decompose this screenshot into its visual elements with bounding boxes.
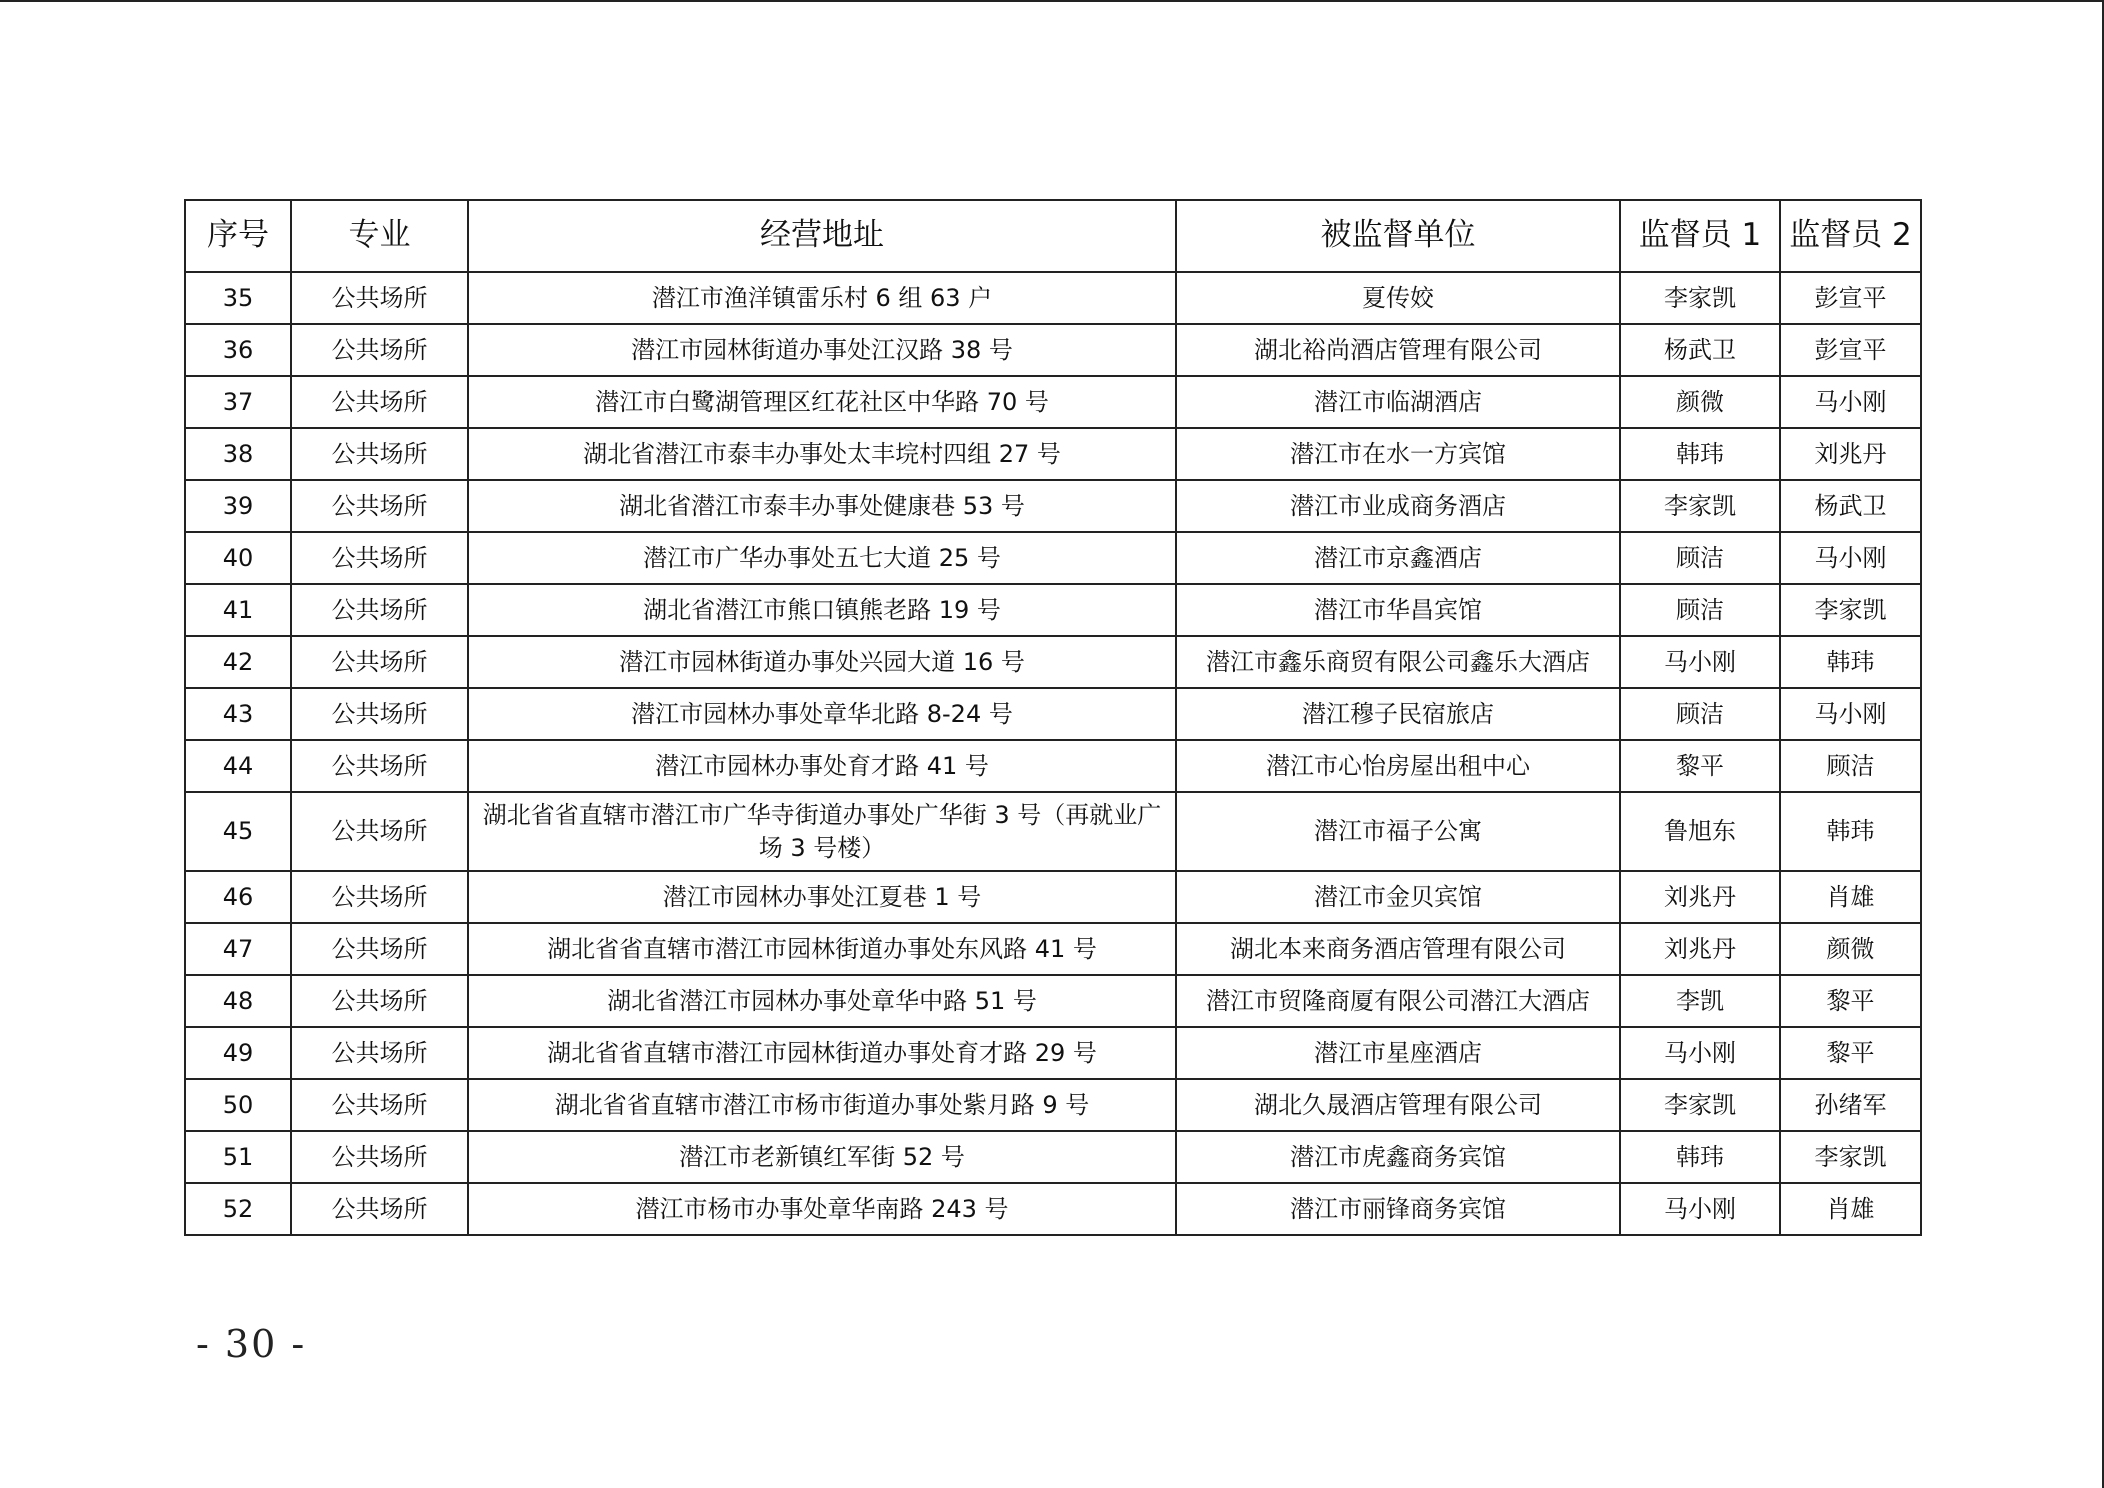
- cell-no: 40: [185, 532, 291, 584]
- cell-unit: 潜江市金贝宾馆: [1176, 871, 1620, 923]
- table-body: [185, 272, 1921, 1235]
- cell-category: 公共场所: [291, 636, 468, 688]
- cell-supervisor-1: 顾洁: [1620, 584, 1780, 636]
- cell-category: 公共场所: [291, 1079, 468, 1131]
- table-row: [185, 792, 1921, 871]
- cell-address: 湖北省潜江市熊口镇熊老路 19 号: [468, 584, 1176, 636]
- top-border-line: [0, 0, 2104, 2]
- cell-supervisor-1: 杨武卫: [1620, 324, 1780, 376]
- cell-supervisor-1: 马小刚: [1620, 1027, 1780, 1079]
- cell-no: 38: [185, 428, 291, 480]
- cell-supervisor-2: 杨武卫: [1780, 480, 1921, 532]
- cell-unit: 潜江市星座酒店: [1176, 1027, 1620, 1079]
- cell-supervisor-1: 李凯: [1620, 975, 1780, 1027]
- cell-no: 44: [185, 740, 291, 792]
- cell-supervisor-2: 彭宣平: [1780, 324, 1921, 376]
- cell-unit: 潜江市心怡房屋出租中心: [1176, 740, 1620, 792]
- table-row: [185, 1183, 1921, 1235]
- cell-no: 51: [185, 1131, 291, 1183]
- header-no: 序号: [185, 200, 291, 272]
- cell-no: 52: [185, 1183, 291, 1235]
- cell-category: 公共场所: [291, 480, 468, 532]
- table-row: [185, 376, 1921, 428]
- cell-no: 36: [185, 324, 291, 376]
- cell-category: 公共场所: [291, 272, 468, 324]
- cell-supervisor-1: 李家凯: [1620, 272, 1780, 324]
- header-category: 专业: [291, 200, 468, 272]
- cell-category: 公共场所: [291, 324, 468, 376]
- cell-supervisor-2: 黎平: [1780, 1027, 1921, 1079]
- cell-supervisor-1: 马小刚: [1620, 636, 1780, 688]
- cell-supervisor-1: 黎平: [1620, 740, 1780, 792]
- cell-supervisor-1: 李家凯: [1620, 480, 1780, 532]
- table-row: [185, 428, 1921, 480]
- cell-supervisor-1: 李家凯: [1620, 1079, 1780, 1131]
- cell-no: 45: [185, 792, 291, 871]
- table-row: [185, 871, 1921, 923]
- cell-unit: 潜江市华昌宾馆: [1176, 584, 1620, 636]
- cell-supervisor-1: 刘兆丹: [1620, 871, 1780, 923]
- cell-unit: 潜江市在水一方宾馆: [1176, 428, 1620, 480]
- cell-supervisor-1: 马小刚: [1620, 1183, 1780, 1235]
- cell-supervisor-2: 孙绪军: [1780, 1079, 1921, 1131]
- cell-address: 潜江市园林办事处江夏巷 1 号: [468, 871, 1176, 923]
- cell-no: 43: [185, 688, 291, 740]
- cell-unit: 潜江市鑫乐商贸有限公司鑫乐大酒店: [1176, 636, 1620, 688]
- table-row: [185, 923, 1921, 975]
- cell-unit: 潜江市业成商务酒店: [1176, 480, 1620, 532]
- header-supervisor-2: 监督员 2: [1780, 200, 1921, 272]
- cell-supervisor-2: 李家凯: [1780, 1131, 1921, 1183]
- cell-supervisor-2: 肖雄: [1780, 871, 1921, 923]
- cell-no: 39: [185, 480, 291, 532]
- cell-address: 湖北省潜江市泰丰办事处健康巷 53 号: [468, 480, 1176, 532]
- cell-no: 47: [185, 923, 291, 975]
- cell-address: 湖北省省直辖市潜江市广华寺街道办事处广华街 3 号（再就业广场 3 号楼）: [468, 792, 1176, 871]
- cell-address: 湖北省省直辖市潜江市杨市街道办事处紫月路 9 号: [468, 1079, 1176, 1131]
- table-row: [185, 1027, 1921, 1079]
- cell-supervisor-2: 李家凯: [1780, 584, 1921, 636]
- cell-supervisor-1: 顾洁: [1620, 532, 1780, 584]
- cell-address: 潜江市园林街道办事处江汉路 38 号: [468, 324, 1176, 376]
- cell-no: 35: [185, 272, 291, 324]
- cell-unit: 湖北本来商务酒店管理有限公司: [1176, 923, 1620, 975]
- cell-address: 潜江市杨市办事处章华南路 243 号: [468, 1183, 1176, 1235]
- cell-address: 潜江市老新镇红军街 52 号: [468, 1131, 1176, 1183]
- cell-category: 公共场所: [291, 1027, 468, 1079]
- cell-unit: 潜江穆子民宿旅店: [1176, 688, 1620, 740]
- table-row: [185, 740, 1921, 792]
- cell-supervisor-2: 马小刚: [1780, 688, 1921, 740]
- table-row: [185, 584, 1921, 636]
- cell-address: 湖北省潜江市园林办事处章华中路 51 号: [468, 975, 1176, 1027]
- cell-supervisor-2: 黎平: [1780, 975, 1921, 1027]
- cell-no: 46: [185, 871, 291, 923]
- cell-category: 公共场所: [291, 975, 468, 1027]
- cell-no: 49: [185, 1027, 291, 1079]
- table-row: [185, 480, 1921, 532]
- cell-no: 42: [185, 636, 291, 688]
- table-row: [185, 688, 1921, 740]
- table-row: [185, 636, 1921, 688]
- cell-category: 公共场所: [291, 428, 468, 480]
- page-number: - 30 -: [196, 1322, 307, 1366]
- cell-supervisor-2: 马小刚: [1780, 376, 1921, 428]
- supervision-table: [184, 199, 1922, 1236]
- cell-address: 湖北省省直辖市潜江市园林街道办事处东风路 41 号: [468, 923, 1176, 975]
- cell-category: 公共场所: [291, 1183, 468, 1235]
- cell-unit: 潜江市京鑫酒店: [1176, 532, 1620, 584]
- header-row: [185, 200, 1921, 272]
- cell-unit: 潜江市贸隆商厦有限公司潜江大酒店: [1176, 975, 1620, 1027]
- cell-unit: 潜江市虎鑫商务宾馆: [1176, 1131, 1620, 1183]
- cell-category: 公共场所: [291, 688, 468, 740]
- cell-no: 50: [185, 1079, 291, 1131]
- cell-supervisor-2: 韩玮: [1780, 792, 1921, 871]
- table-row: [185, 532, 1921, 584]
- cell-supervisor-2: 颜微: [1780, 923, 1921, 975]
- cell-category: 公共场所: [291, 532, 468, 584]
- cell-supervisor-2: 顾洁: [1780, 740, 1921, 792]
- cell-category: 公共场所: [291, 923, 468, 975]
- cell-category: 公共场所: [291, 584, 468, 636]
- table-row: [185, 324, 1921, 376]
- cell-supervisor-1: 顾洁: [1620, 688, 1780, 740]
- cell-address: 潜江市渔洋镇雷乐村 6 组 63 户: [468, 272, 1176, 324]
- cell-category: 公共场所: [291, 792, 468, 871]
- table-row: [185, 975, 1921, 1027]
- header-unit: 被监督单位: [1176, 200, 1620, 272]
- cell-address: 湖北省潜江市泰丰办事处太丰垸村四组 27 号: [468, 428, 1176, 480]
- cell-unit: 湖北裕尚酒店管理有限公司: [1176, 324, 1620, 376]
- cell-no: 48: [185, 975, 291, 1027]
- cell-supervisor-2: 刘兆丹: [1780, 428, 1921, 480]
- cell-no: 41: [185, 584, 291, 636]
- cell-unit: 夏传姣: [1176, 272, 1620, 324]
- cell-address: 湖北省省直辖市潜江市园林街道办事处育才路 29 号: [468, 1027, 1176, 1079]
- cell-category: 公共场所: [291, 1131, 468, 1183]
- cell-category: 公共场所: [291, 740, 468, 792]
- table-row: [185, 272, 1921, 324]
- header-address: 经营地址: [468, 200, 1176, 272]
- cell-unit: 潜江市丽锋商务宾馆: [1176, 1183, 1620, 1235]
- cell-supervisor-2: 肖雄: [1780, 1183, 1921, 1235]
- cell-category: 公共场所: [291, 871, 468, 923]
- cell-address: 潜江市园林办事处章华北路 8-24 号: [468, 688, 1176, 740]
- cell-address: 潜江市园林办事处育才路 41 号: [468, 740, 1176, 792]
- cell-address: 潜江市园林街道办事处兴园大道 16 号: [468, 636, 1176, 688]
- cell-category: 公共场所: [291, 376, 468, 428]
- cell-supervisor-1: 韩玮: [1620, 1131, 1780, 1183]
- header-supervisor-1: 监督员 1: [1620, 200, 1780, 272]
- cell-address: 潜江市白鹭湖管理区红花社区中华路 70 号: [468, 376, 1176, 428]
- cell-supervisor-1: 韩玮: [1620, 428, 1780, 480]
- cell-address: 潜江市广华办事处五七大道 25 号: [468, 532, 1176, 584]
- table-row: [185, 1131, 1921, 1183]
- cell-supervisor-1: 颜微: [1620, 376, 1780, 428]
- cell-supervisor-1: 刘兆丹: [1620, 923, 1780, 975]
- cell-unit: 湖北久晟酒店管理有限公司: [1176, 1079, 1620, 1131]
- cell-supervisor-2: 马小刚: [1780, 532, 1921, 584]
- cell-supervisor-2: 彭宣平: [1780, 272, 1921, 324]
- cell-supervisor-2: 韩玮: [1780, 636, 1921, 688]
- cell-unit: 潜江市福子公寓: [1176, 792, 1620, 871]
- cell-no: 37: [185, 376, 291, 428]
- cell-unit: 潜江市临湖酒店: [1176, 376, 1620, 428]
- table-header: [185, 200, 1921, 272]
- table-row: [185, 1079, 1921, 1131]
- cell-supervisor-1: 鲁旭东: [1620, 792, 1780, 871]
